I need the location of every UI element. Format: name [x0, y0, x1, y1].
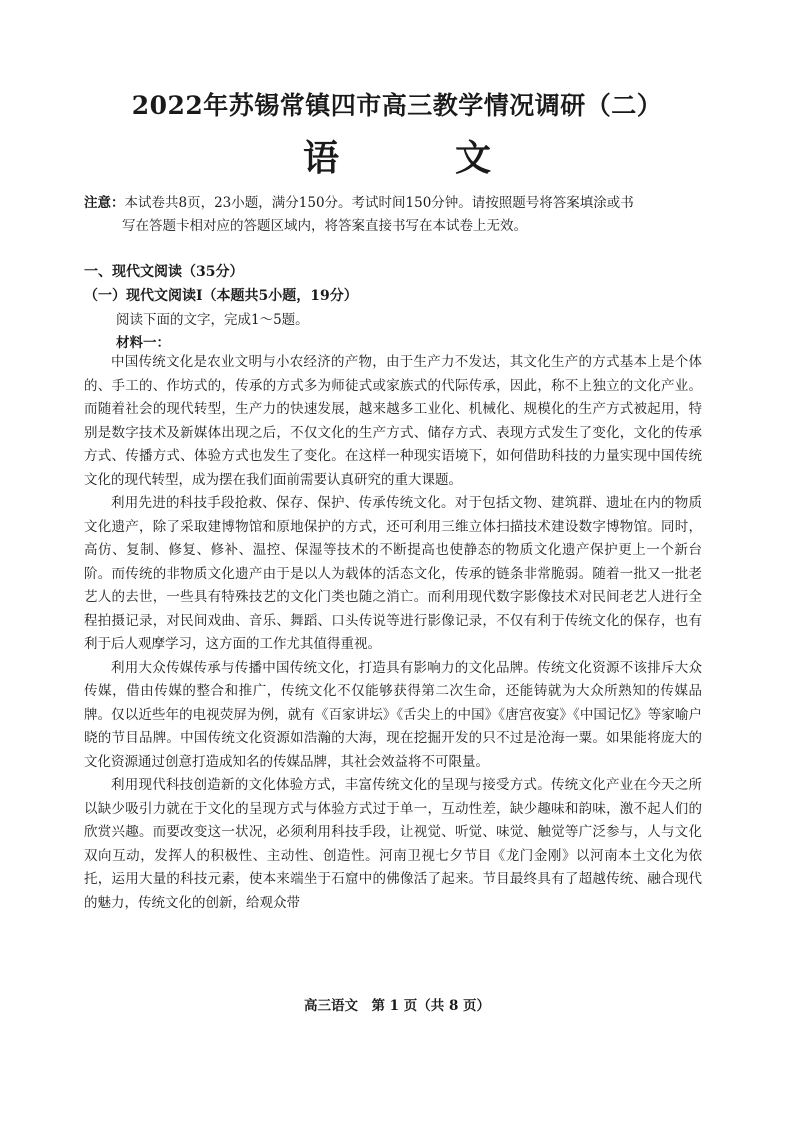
notice-text-1: 本试卷共8页，23小题，满分150分。考试时间150分钟。请按照题号将答案填涂或书	[124, 195, 634, 211]
paragraph: 利用大众传媒传承与传播中国传统文化，打造具有影响力的文化品牌。传统文化资源不该排斥大众传媒，借由传媒的整合和推广，传统文化不仅能够获得第二次生命，还能铸就为大众所熟知的传媒品牌。仅以近些年的电视荧屏为例，就有《百家讲坛》《舌尖上的中国》《唐宫夜宴》《中国记忆》等家喻户晓的节目品牌。中国传统文化资源如浩瀚的大海，现在挖掘开发的只不过是沧海一粟。如果能将庞大的文化资源通过创意打造成知名的传媒品牌，其社会效益将不可限量。	[84, 659, 702, 770]
notice-text-2: 写在答题卡相对应的答题区域内，将答案直接书写在本试卷上无效。	[122, 218, 527, 234]
material-label: 材料一：	[116, 335, 170, 351]
notice-label: 注意：	[84, 195, 125, 211]
paragraph: 利用现代科技创造新的文化体验方式，丰富传统文化的呈现与接受方式。传统文化产业在今天之所以缺少吸引力就在于文化的呈现方式与体验方式过于单一，互动性差，缺少趣味和韵味，激不起人们的欣赏兴趣。而要改变这一状况，必须利用科技手段，让视觉、听觉、味觉、触觉等广泛参与，人与文化双向互动，发挥人的积极性、主动性、创造性。河南卫视七夕节目《龙门金刚》以河南本土文化为依托，运用大量的科技元素，使本来端坐于石窟中的佛像活了起来。节目最终具有了超越传统、融合现代的魅力，传统文化的创新，给观众带	[84, 777, 702, 911]
paragraph: 中国传统文化是农业文明与小农经济的产物，由于生产力不发达，其文化生产的方式基本上是个体的、手工的、作坊式的，传承的方式多为师徒式或家族式的代际传承，因此，称不上独立的文化产业。而随着社会的现代转型，生产力的快速发展，越来越多工业化、机械化、规模化的生产方式被起用，特别是数字技术及新媒体出现之后，不仅文化的生产方式、储存方式、表现方式发生了变化，文化的传承方式、传播方式、体验方式也发生了变化。在这样一种现实语境下，如何借助科技的力量实现中国传统文化的现代转型，成为摆在我们面前需要认真研究的重大课题。	[84, 354, 702, 488]
subsection-heading: （一）现代文阅读Ⅰ（本题共5小题，19分）	[84, 288, 358, 304]
exam-title: 2022年苏锡常镇四市高三教学情况调研（二）	[131, 91, 663, 120]
page-footer: 高三语文 第 1 页（共 8 页）	[303, 998, 491, 1014]
passage-body	[84, 351, 702, 915]
reading-instruction: 阅读下面的文字，完成1～5题。	[116, 312, 309, 328]
subject-title: 语 文	[302, 137, 531, 179]
notice-line-1	[84, 192, 714, 215]
section-heading: 一、现代文阅读（35分）	[84, 264, 244, 280]
notice-block	[84, 192, 714, 238]
paragraph: 利用先进的科技手段抢救、保存、保护、传承传统文化。对于包括文物、建筑群、遗址在内的物质文化遗产，除了采取建博物馆和原地保护的方式，还可利用三维立体扫描技术建设数字博物馆。同时，高仿、复制、修复、修补、温控、保湿等技术的不断提高也使静态的物质文化遗产保护更上一个新台阶。而传统的非物质文化遗产由于是以人为载体的活态文化，传承的链条非常脆弱。随着一批又一批老艺人的去世，一些具有特殊技艺的文化门类也随之消亡。而利用现代数字影像技术对民间老艺人进行全程拍摄记录，对民间戏曲、音乐、舞蹈、口头传说等进行影像记录，不仅有利于传统文化的保存，也有利于后人观摩学习，这方面的工作尤其值得重视。	[84, 495, 702, 652]
